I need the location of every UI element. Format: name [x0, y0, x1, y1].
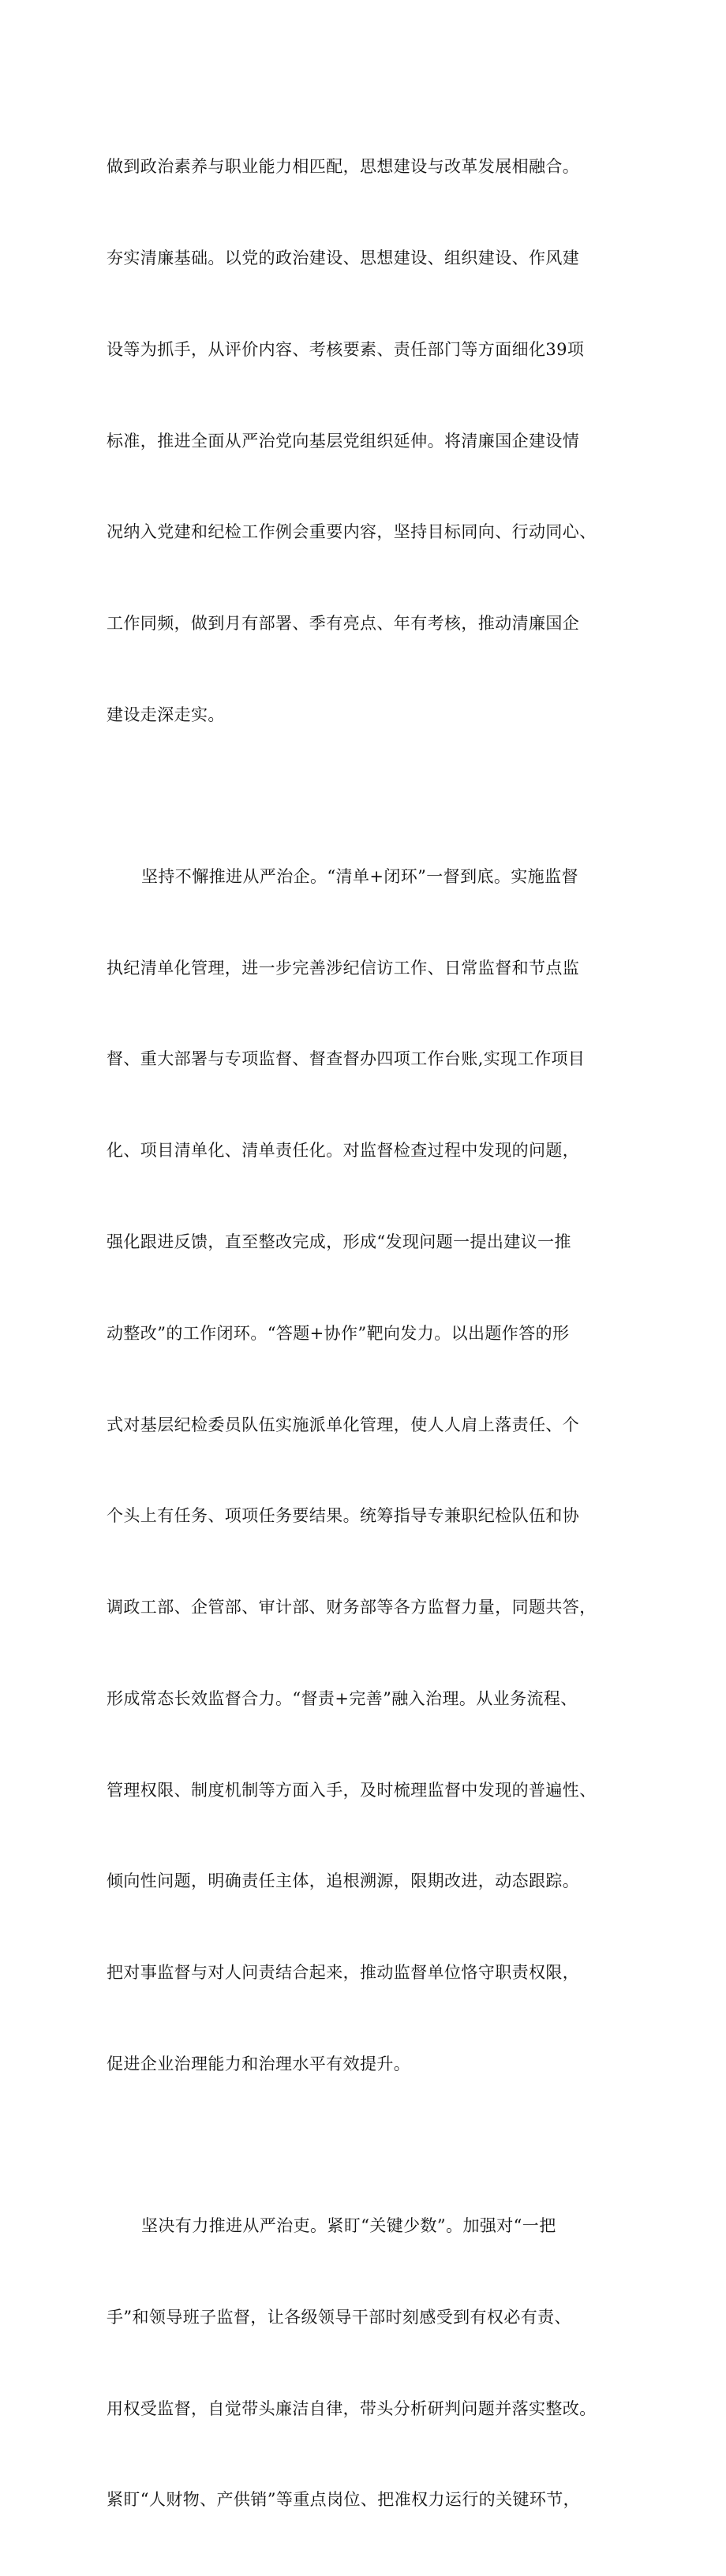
- text-line: 手”和领导班子监督，让各级领导干部时刻感受到有权必有责、: [107, 2307, 571, 2327]
- text-line: 倾向性问题，明确责任主体，追根溯源，限期改进，动态跟踪。: [107, 1871, 580, 1891]
- text-line: 强化跟进反馈，直至整改完成，形成“发现问题一提出建议一推: [107, 1232, 571, 1251]
- paragraph-1: [107, 91, 631, 791]
- text-line: 做到政治素养与职业能力相匹配，思想建设与改革发展相融合。: [107, 157, 580, 177]
- text-line: 夯实清廉基础。以党的政治建设、思想建设、组织建设、作风建: [107, 248, 580, 267]
- text-line: 况纳入党建和纪检工作例会重要内容，坚持目标同向、行动同心、: [107, 522, 597, 542]
- text-line: 式对基层纪检委员队伍实施派单化管理，使人人肩上落责任、个: [107, 1415, 580, 1434]
- text-line: 调政工部、企管部、审计部、财务部等各方监督力量，同题共答，: [107, 1598, 597, 1617]
- text-line: 动整改”的工作闭环。“答题+协作”靶向发力。以出题作答的形: [107, 1323, 570, 1343]
- text-line: 管理权限、制度机制等方面入手，及时梳理监督中发现的普遍性、: [107, 1780, 597, 1800]
- text-line: 形成常态长效监督合力。“督责+完善”融入治理。从业务流程、: [107, 1688, 578, 1708]
- text-line: 督、重大部署与专项监督、督查督办四项工作台账,实现工作项目: [107, 1049, 586, 1069]
- text-line: 促进企业治理能力和治理水平有效提升。: [107, 2054, 411, 2073]
- text-line: 化、项目清单化、清单责任化。对监督检查过程中发现的问题，: [107, 1141, 580, 1161]
- text-line: 把对事监督与对人问责结合起来，推动监督单位恪守职责权限，: [107, 1963, 580, 1983]
- text-line: 用权受监督，自觉带头廉洁自律，带头分析研判问题并落实整改。: [107, 2398, 597, 2418]
- text-line: 工作同频，做到月有部署、季有亮点、年有考核，推动清廉国企: [107, 614, 580, 634]
- text-line: 建设走深走实。: [107, 705, 225, 724]
- text-line: 标准，推进全面从严治党向基层党组织延伸。将清廉国企建设情: [107, 431, 580, 451]
- text-line: 坚决有力推进从严治吏。紧盯“关键少数”。加强对“一把: [141, 2215, 556, 2235]
- text-line: 设等为抓手，从评价内容、考核要素、责任部门等方面细化39项: [107, 339, 585, 359]
- text-line: 坚持不懈推进从严治企。“清单+闭环”一督到底。实施监督: [141, 866, 578, 886]
- text-line: 执纪清单化管理，进一步完善涉纪信访工作、日常监督和节点监: [107, 958, 580, 978]
- text-line: 个头上有任务、项项任务要结果。统筹指导专兼职纪检队伍和协: [107, 1506, 580, 1526]
- document-body: [107, 91, 631, 2576]
- text-line: 紧盯“人财物、产供销”等重点岗位、把准权力运行的关键环节，: [107, 2490, 581, 2510]
- paragraph-2: [107, 801, 631, 2140]
- paragraph-3: [107, 2150, 631, 2576]
